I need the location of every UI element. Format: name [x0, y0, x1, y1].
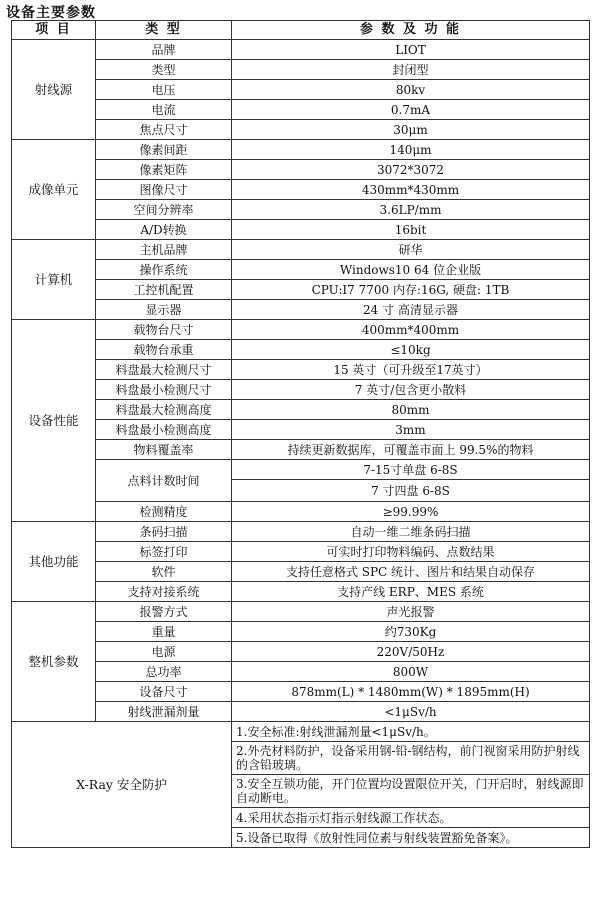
table-row [12, 400, 590, 420]
row-value: 支持产线 ERP、MES 系统 [232, 582, 590, 602]
table-row [12, 60, 590, 80]
row-type: 像素矩阵 [96, 160, 232, 180]
row-value: 7 英寸/包含更小散料 [232, 380, 590, 400]
header-type: 类 型 [96, 21, 232, 40]
row-type: 料盘最大检测高度 [96, 400, 232, 420]
row-type: 像素间距 [96, 140, 232, 160]
row-value: 16bit [232, 220, 590, 240]
row-type: 料盘最小检测高度 [96, 420, 232, 440]
row-value: 持续更新数据库，可覆盖市面上 99.5%的物料 [232, 440, 590, 460]
row-type: 设备尺寸 [96, 682, 232, 702]
header-item: 项 目 [12, 21, 96, 40]
row-type: 支持对接系统 [96, 582, 232, 602]
row-value: 30μm [232, 120, 590, 140]
group-performance: 设备性能 [12, 320, 96, 522]
row-value: <1μSv/h [232, 702, 590, 722]
table-row [12, 260, 590, 280]
row-type: 主机品牌 [96, 240, 232, 260]
table-row [12, 220, 590, 240]
table-row [12, 562, 590, 582]
header-param: 参 数 及 功 能 [232, 21, 590, 40]
row-type: 类型 [96, 60, 232, 80]
table-row [12, 200, 590, 220]
table-row [12, 100, 590, 120]
row-type: 电压 [96, 80, 232, 100]
group-computer: 计算机 [12, 240, 96, 320]
group-machine: 整机参数 [12, 602, 96, 722]
row-value: 878mm(L) * 1480mm(W) * 1895mm(H) [232, 682, 590, 702]
spec-table [11, 20, 590, 848]
row-type: 物料覆盖率 [96, 440, 232, 460]
row-type: 载物台尺寸 [96, 320, 232, 340]
row-type: 显示器 [96, 300, 232, 320]
row-value: 24 寸 高清显示器 [232, 300, 590, 320]
table-row [12, 120, 590, 140]
row-type: 操作系统 [96, 260, 232, 280]
safety-item: 2.外壳材料防护，设备采用钢-铅-钢结构，前门视窗采用防护射线的含铅玻璃。 [232, 742, 590, 775]
row-type: 检测精度 [96, 502, 232, 522]
safety-item: 4.采用状态指示灯指示射线源工作状态。 [232, 808, 590, 828]
row-value: 3mm [232, 420, 590, 440]
row-value: 400mm*400mm [232, 320, 590, 340]
safety-item: 5.设备已取得《放射性同位素与射线装置豁免备案》。 [232, 828, 590, 848]
row-type: 重量 [96, 622, 232, 642]
row-type: 载物台承重 [96, 340, 232, 360]
row-type: 品牌 [96, 40, 232, 60]
safety-item: 3.安全互锁功能，开门位置均设置限位开关，门开启时，射线源即自动断电。 [232, 775, 590, 808]
table-row [12, 460, 590, 480]
row-type: 空间分辨率 [96, 200, 232, 220]
table-row [12, 180, 590, 200]
group-imaging: 成像单元 [12, 140, 96, 240]
row-value: 3072*3072 [232, 160, 590, 180]
row-value: ≤10kg [232, 340, 590, 360]
row-value: 0.7mA [232, 100, 590, 120]
row-type: 工控机配置 [96, 280, 232, 300]
row-value: 可实时打印物料编码、点数结果 [232, 542, 590, 562]
row-type: 条码扫描 [96, 522, 232, 542]
row-value: 220V/50Hz [232, 642, 590, 662]
table-row [12, 300, 590, 320]
table-row [12, 722, 590, 742]
table-row [12, 420, 590, 440]
row-type: 报警方式 [96, 602, 232, 622]
table-row [12, 522, 590, 542]
row-type: 料盘最小检测尺寸 [96, 380, 232, 400]
row-type: 点料计数时间 [96, 460, 232, 502]
row-type: 图像尺寸 [96, 180, 232, 200]
table-row [12, 542, 590, 562]
table-header-row [12, 21, 590, 40]
row-type: 射线泄漏剂量 [96, 702, 232, 722]
table-row [12, 582, 590, 602]
row-value: 15 英寸（可升级至17英寸） [232, 360, 590, 380]
table-row [12, 502, 590, 522]
row-type: 电流 [96, 100, 232, 120]
table-row [12, 602, 590, 622]
row-value: 约730Kg [232, 622, 590, 642]
group-source: 射线源 [12, 40, 96, 140]
table-row [12, 40, 590, 60]
table-row [12, 140, 590, 160]
row-value: 80kv [232, 80, 590, 100]
group-other: 其他功能 [12, 522, 96, 602]
row-value: 封闭型 [232, 60, 590, 80]
table-row [12, 682, 590, 702]
safety-item: 1.安全标准:射线泄漏剂量<1μSv/h。 [232, 722, 590, 742]
row-value: ≥99.99% [232, 502, 590, 522]
group-safety: X-Ray 安全防护 [12, 722, 232, 848]
row-type: 料盘最大检测尺寸 [96, 360, 232, 380]
row-value: 自动一维二维条码扫描 [232, 522, 590, 542]
row-type: A/D转换 [96, 220, 232, 240]
page-title: 设备主要参数 [6, 5, 96, 21]
row-value: 430mm*430mm [232, 180, 590, 200]
table-row [12, 340, 590, 360]
table-row [12, 240, 590, 260]
table-row [12, 320, 590, 340]
row-value: 7 寸四盘 6-8S [232, 480, 590, 502]
table-row [12, 702, 590, 722]
row-type: 电源 [96, 642, 232, 662]
row-type: 焦点尺寸 [96, 120, 232, 140]
row-value: CPU:I7 7700 内存:16G, 硬盘: 1TB [232, 280, 590, 300]
row-type: 总功率 [96, 662, 232, 682]
table-row [12, 642, 590, 662]
row-value: 140μm [232, 140, 590, 160]
row-value: 支持任意格式 SPC 统计、图片和结果自动保存 [232, 562, 590, 582]
table-row [12, 360, 590, 380]
row-type: 标签打印 [96, 542, 232, 562]
row-value: Windows10 64 位企业版 [232, 260, 590, 280]
table-row [12, 622, 590, 642]
row-value: 研华 [232, 240, 590, 260]
table-row [12, 160, 590, 180]
table-row [12, 662, 590, 682]
table-row [12, 280, 590, 300]
row-value: LIOT [232, 40, 590, 60]
row-value: 800W [232, 662, 590, 682]
row-value: 3.6LP/mm [232, 200, 590, 220]
row-value: 80mm [232, 400, 590, 420]
row-value: 7-15寸单盘 6-8S [232, 460, 590, 480]
table-row [12, 80, 590, 100]
table-row [12, 380, 590, 400]
table-row [12, 440, 590, 460]
row-value: 声光报警 [232, 602, 590, 622]
row-type: 软件 [96, 562, 232, 582]
